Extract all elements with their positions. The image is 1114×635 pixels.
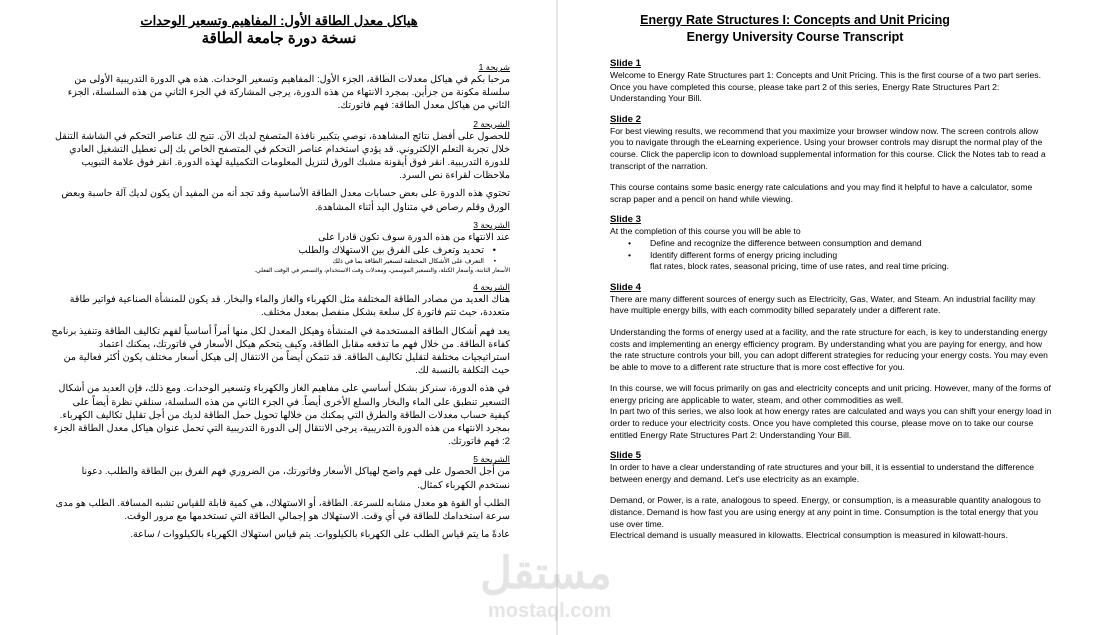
english-slide-2 [610, 114, 1054, 206]
arabic-slide-1 [50, 62, 510, 113]
list-item: • Define and recognize the difference between consumption and demand [650, 238, 1054, 250]
list-item: • تحديد وتعرف على الفرق بين الاستهلاك والطلب [50, 244, 484, 257]
english-paragraph: Welcome to Energy Rate Structures part 1: Concepts and Unit Pricing. This is the first course of a two part series. Once you have completed this course, please take part 2 of this series, Energy Rate Structures Part 2: Understanding Your Bill. [610, 70, 1041, 104]
english-slide-3 [610, 214, 1054, 272]
english-slide-heading: Slide 3 [610, 214, 641, 226]
arabic-paragraph: في هذه الدورة، سنركز بشكل أساسي على مفاهيم الغاز والكهرباء وتسعير الوحدات. ومع ذلك، فإن العديد من أشكال التسعير تنطبق على الماء والبخار والسلع الأخرى أيضاً. في الجزء الثاني من هذه السلسلة، سنلقي نظرة أيضاً على كيفية حساب معدلات الطاقة والطرق التي يمكنك من خلالها تحويل حمل الطاقة لديك من أجل تقليل تكاليف الكهرباء. بمجرد الانتهاء من هذه الدورة التدريبية، يرجى الانتقال إلى الدورة التدريبية التي تحمل عنوان هياكل معدل الطاقة الجزء 2: فهم فاتورتك. [53, 383, 510, 448]
english-transcript-page [558, 0, 1114, 635]
english-objectives-list [610, 238, 1054, 261]
english-pricing-forms-line: flat rates, block rates, seasonal pricing, time of use rates, and real time pricing. [650, 261, 950, 272]
arabic-slide-heading: الشريحة 4 [473, 282, 510, 293]
arabic-subtitle: نسخة دورة جامعة الطاقة [201, 30, 357, 47]
arabic-title: هياكل معدل الطاقة الأول: المفاهيم وتسعير الوحدات [140, 13, 418, 28]
arabic-paragraph: يعد فهم أشكال الطاقة المستخدمة في المنشأة وهيكل المعدل لكل منها أمراً أساسياً لفهم تكاليف الطاقة وتنفيذ برنامج كفاءة الطاقة. من خلال فهم ما تدفعه مقابل الطاقة، وكيف يتحكم هيكل الأسعار في فاتورتك، يمكنك اعتماد استراتيجيات مختلفة لتقليل تكاليف الطاقة. قد تتمكن أيضاً من الانتقال إلى هيكل أسعار مختلف يكون أكثر فعالية من حيث التكلفة بالنسبة لك. [51, 325, 510, 377]
arabic-transcript-page [0, 0, 556, 635]
english-slide-heading: Slide 5 [610, 450, 641, 462]
arabic-paragraph: هناك العديد من مصادر الطاقة المختلفة مثل الكهرباء والغاز والماء والبخار. قد يكون للمنشأة الصناعية فواتير طاقة متعددة، حيث تتم فاتورة كل سلعة بشكل منفصل بمعدل مختلف. [69, 294, 510, 319]
watermark-logo [452, 548, 652, 628]
watermark-arabic-text: مستقل [480, 549, 612, 598]
arabic-slide-heading: الشريحة 2 [473, 118, 510, 129]
arabic-paragraph: تحتوي هذه الدورة على بعض حسابات معدل الطاقة الأساسية وقد تجد أنه من المفيد أن يكون لديك آلة حاسبة وبعض الورق وقلم رصاص في متناول اليد أثناء المشاهدة. [61, 188, 510, 213]
english-paragraph: In part two of this series, we also look at how energy rates are calculated and ways you can shift your energy load in order to reduce your electricity costs. Once you have completed this course, please move on to take our course entitled Energy Rate Structures Part 2: Understanding Your Bill. [610, 406, 1052, 440]
english-paragraph: There are many different sources of energy such as Electricity, Gas, Water, and Steam. An industrial facility may have multiple energy bills, with each commodity billed separately under a different rate. [610, 293, 1036, 316]
arabic-slide-heading: شريحة 1 [478, 62, 510, 72]
english-slide-5 [610, 450, 1054, 542]
english-slide-heading: Slide 1 [610, 58, 641, 69]
english-title: Energy Rate Structures I: Concepts and Unit Pricing [640, 13, 950, 27]
watermark-latin-text: mostaql.com [488, 600, 612, 622]
arabic-slide-3 [50, 220, 510, 276]
arabic-slide-heading: الشريحة 3 [473, 219, 510, 230]
arabic-slide-4 [50, 282, 510, 448]
arabic-objectives-list [50, 244, 510, 267]
english-objectives-intro: At the completion of this course you will be able to [610, 226, 801, 237]
arabic-paragraph: من أجل الحصول على فهم واضح لهياكل الأسعار وفاتورتك، من الضروري فهم الفرق بين الطاقة والطلب. دعونا نستخدم الكهرباء كمثال. [81, 466, 510, 491]
arabic-slide-heading: الشريحة 5 [473, 454, 510, 465]
english-subtitle: Energy University Course Transcript [686, 30, 904, 44]
arabic-paragraph: مرحبا بكم في هياكل معدلات الطاقة، الجزء الأول: المفاهيم وتسعير الوحدات. هذه هي الدورة التدريبية الأولى من سلسلة مكونة من جزأين. بمجرد الانتهاء من هذه الدورة، يرجى المشاركة في الجزء الثاني من هذه السلسلة، الجزء الثاني من هياكل معدل الطاقة: فهم فاتورتك. [67, 74, 510, 112]
list-item: • التعرف على الأشكال المختلفة لتسعير الطاقة بما في ذلك [50, 257, 484, 267]
english-slide-1 [610, 58, 1054, 105]
arabic-paragraph: للحصول على أفضل نتائج المشاهدة، نوصي بتكبير نافذة المتصفح لديك الآن. تتيح لك عناصر التحكم في الشاشة التنقل خلال تجربة التعلم الإلكتروني. قد يؤدي استخدام عناصر التحكم في المتصفح الخاص بك إلى تعطيل التشغيل العادي للدورة التدريبية. انقر فوق أيقونة مشبك الورق لتنزيل المعلومات التكميلية لهذه الدورة. انقر فوق علامة التبويب ملاحظات لقراءة نص السرد. [54, 130, 510, 182]
english-slide-heading: Slide 4 [610, 281, 641, 293]
english-paragraph: In this course, we will focus primarily on gas and electricity concepts and unit pricing. However, many of the forms of energy pricing are applicable to water, steam, and other commodities as well. [610, 383, 1051, 405]
english-title-block [572, 12, 1018, 46]
english-slide-4 [610, 282, 1054, 442]
arabic-title-block [44, 12, 514, 49]
arabic-paragraph: الطلب أو القوة هو معدل مشابه للسرعة. الطاقة، أو الاستهلاك، هي كمية قابلة للقياس تشبه المسافة. الطلب هو مدى سرعة استخدامك للطاقة في أي وقت. الاستهلاك هو إجمالي الطاقة التي تستخدمها مع مرور الوقت. [55, 497, 510, 523]
english-paragraph: This course contains some basic energy rate calculations and you may find it helpful to have a calculator, some scrap paper and a pencil on hand while viewing. [610, 182, 1033, 204]
english-paragraph: Understanding the forms of energy used at a facility, and the rate structure for each, is key to understanding energy costs and implementing an energy efficiency program. By understanding what you are paying for energy, and how the rate structure controls your bill, you can adopt different strategies for reducing your energy costs. You may even be able to move to a different rate structure that is more cost effective for you. [610, 326, 1048, 372]
english-slide-heading: Slide 2 [610, 113, 641, 125]
list-item: • Identify different forms of energy pricing including [650, 250, 1054, 262]
arabic-paragraph: عادةً ما يتم قياس الطلب على الكهرباء بالكيلووات. يتم قياس استهلاك الكهرباء بالكيلووات / ساعة. [130, 529, 510, 541]
english-paragraph: Demand, or Power, is a rate, analogous to speed. Energy, or consumption, is a measurable quantity analogous to distance. Demand is how fast you are using energy at any point in time. Consumption is the total energy that you use over time. [610, 495, 1041, 529]
arabic-body [50, 62, 510, 547]
english-body [610, 58, 1054, 551]
arabic-slide-5 [50, 454, 510, 541]
arabic-slide-2 [50, 119, 510, 214]
english-paragraph: In order to have a clear understanding of rate structures and your bill, it is essential to understand the difference between energy and demand. Let's use electricity as an example. [610, 462, 1035, 484]
english-paragraph: Electrical demand is usually measured in kilowatts. Electrical consumption is measured in kilowatt-hours. [610, 530, 1008, 541]
arabic-objectives-intro: عند الانتهاء من هذه الدورة سوف تكون قادرا على [318, 231, 510, 243]
arabic-pricing-forms-line: الأسعار الثابتة، وأسعار الكتلة، والتسعير الموسمي، ومعدلات وقت الاستخدام، والتسعير في الوقت الفعلي. [254, 268, 510, 275]
english-paragraph: For best viewing results, we recommend that you maximize your browser window now. The screen controls allow you to navigate through the eLearning experience. Using your browser controls may disrupt the normal play of the course. Click the paperclip icon to download supplemental information for this course. Click the Notes tab to read a transcript of the narration. [610, 125, 1046, 171]
